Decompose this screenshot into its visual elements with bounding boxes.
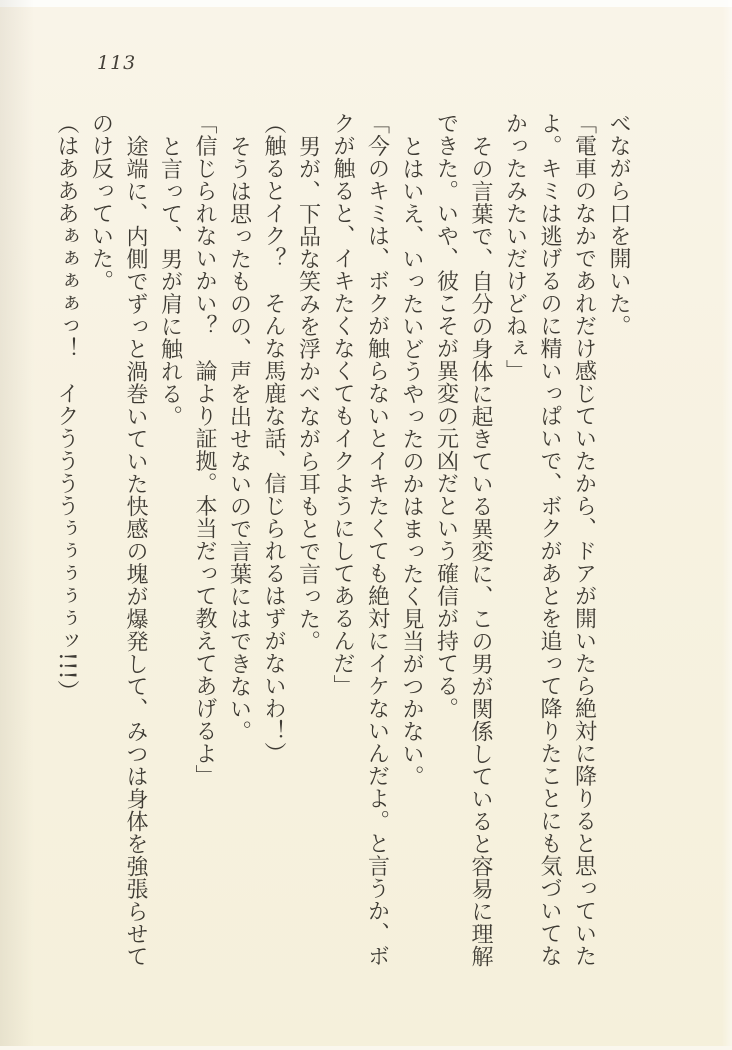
vertical-text-block (49, 112, 636, 970)
text-line: できた。いや、彼こそが異変の元凶だという確信が持てる。 (433, 112, 459, 720)
text-line: 途端に、内側でずっと渦巻いていた快感の塊が爆発して、みつは身体を強張らせて (123, 135, 148, 968)
text-line: 「電車のなかであれだけ感じていたから、ドアが開いたら絶対に降りると思っていた (571, 112, 597, 967)
text-line: べながら口を開いた。 (606, 112, 631, 337)
binding-gutter-shadow (0, 0, 34, 1050)
text-line: クが触ると、イキたくなくてもイクようにしてあるんだ」 (330, 112, 355, 697)
text-line: 「今のキミは、ボクが触らないとイキたくても絶対にイケないんだよ。と言うか、ボ (364, 112, 390, 967)
text-line: よ。キミは逃げるのに精いっぱいで、ボクがあとを追って降りたことにも気づいてな (537, 112, 562, 967)
text-line: その言葉で、自分の身体に起きている異変に、この男が関係していると容易に理解 (468, 135, 493, 968)
text-line: と言って、男が肩に触れる。 (157, 135, 183, 428)
page-number: 113 (97, 52, 137, 74)
text-line: 男が、下品な笑みを浮かべながら耳もとで言った。 (295, 135, 321, 653)
text-line: 「信じられないかい？ 論より証拠。本当だって教えてあげるよ」 (192, 112, 217, 787)
text-line: そうは思ったものの、声を出せないので言葉にはできない。 (226, 135, 252, 743)
text-line: のけ反っていた。 (88, 112, 114, 292)
text-line: （触るとイク？ そんな馬鹿な話、信じられるはずがないわ！） (261, 112, 286, 765)
page-bottom-edge (0, 1046, 732, 1050)
text-line: （はあああぁぁぁぁっ！ イクううううぅぅぅぅぅッ!!!） (54, 112, 79, 703)
text-line: とはいえ、いったいどうやったのかはまったく見当がつかない。 (399, 135, 424, 788)
page-right-edge (722, 0, 732, 1050)
page-top-edge (0, 0, 732, 7)
text-line: かったみたいだけどねぇ」 (502, 112, 528, 382)
